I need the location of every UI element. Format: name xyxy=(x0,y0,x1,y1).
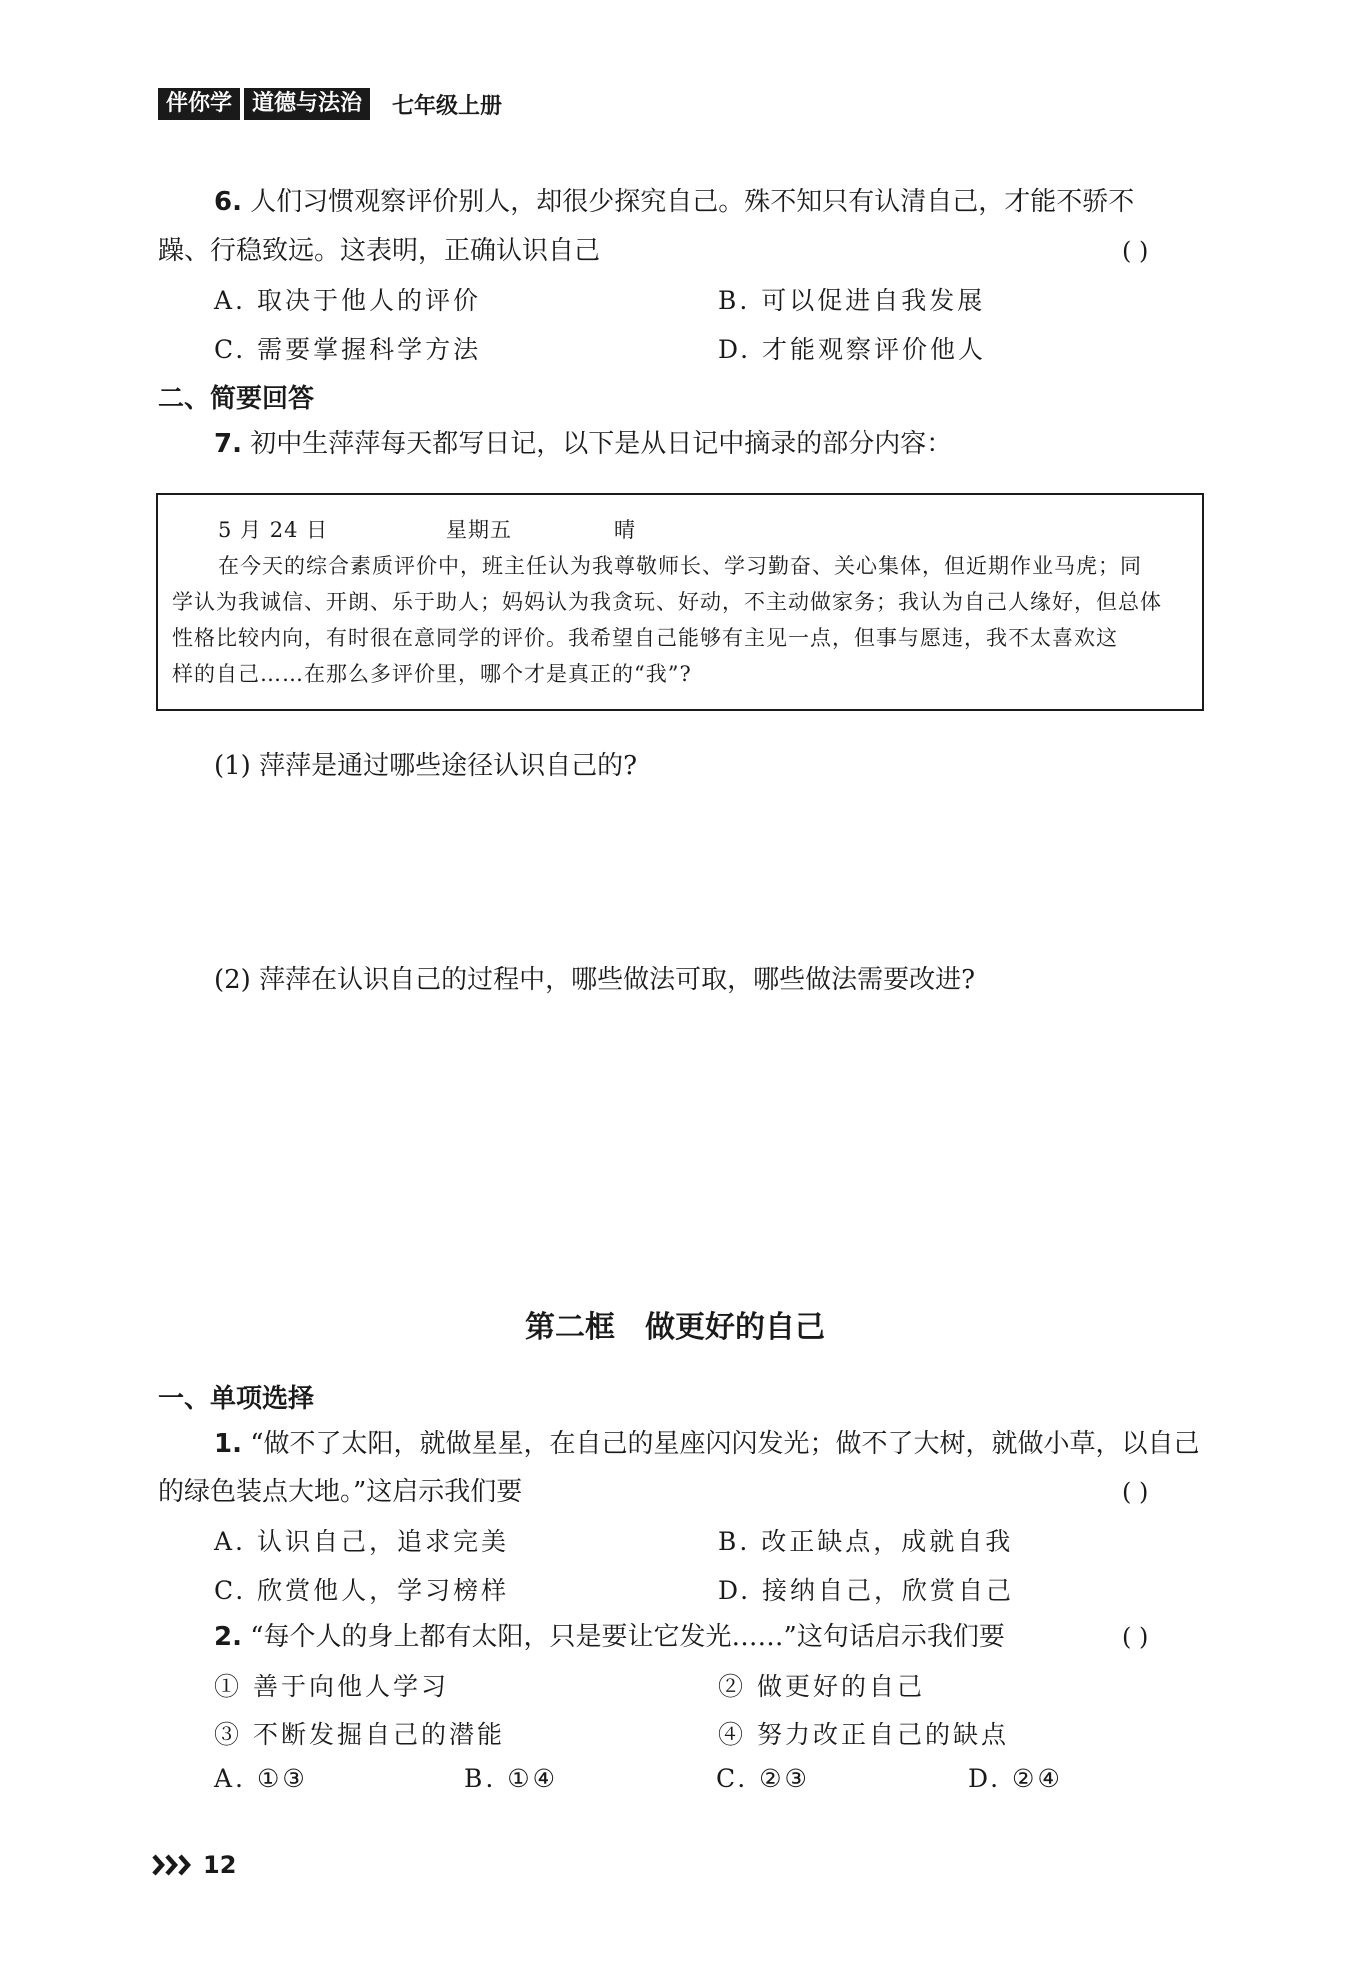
q6-line1 xyxy=(214,184,1134,220)
p2-number: 2. xyxy=(214,1622,242,1652)
p2-item-4: ④ 努力改正自己的缺点 xyxy=(718,1720,1009,1749)
q7-subquestion-2: (2) 萍萍在认识自己的过程中，哪些做法可取，哪些做法需要改进? xyxy=(214,965,976,995)
page-number: 12 xyxy=(203,1851,237,1879)
p2-option-d: D. ②④ xyxy=(968,1764,1063,1793)
q7-text: 初中生萍萍每天都写日记，以下是从日记中摘录的部分内容： xyxy=(250,429,953,459)
p2-line xyxy=(214,1619,1005,1655)
p1-option-d: D. 接纳自己，欣赏自己 xyxy=(718,1576,1015,1605)
p2-option-b: B. ①④ xyxy=(464,1764,559,1793)
q6-number: 6. xyxy=(214,187,242,217)
header-brand: 伴你学 xyxy=(158,88,240,120)
header-subject: 道德与法治 xyxy=(244,88,370,120)
q6-option-a: A. 取决于他人的评价 xyxy=(214,286,481,315)
p2-item-2: ② 做更好的自己 xyxy=(718,1672,925,1701)
q7-subquestion-1: (1) 萍萍是通过哪些途径认识自己的? xyxy=(214,751,638,781)
diary-weekday: 星期五 xyxy=(446,518,512,542)
diary-line3: 性格比较内向，有时很在意同学的评价。我希望自己能够有主见一点，但事与愿违，我不太喜欢这 xyxy=(172,626,1118,650)
q6-text-line1: 人们习惯观察评价别人，却很少探究自己。殊不知只有认清自己，才能不骄不 xyxy=(250,187,1135,217)
q6-option-c: C. 需要掌握科学方法 xyxy=(214,335,482,364)
p1-option-a: A. 认识自己，追求完美 xyxy=(214,1527,509,1556)
p1-text-line1: “做不了太阳，就做星星，在自己的星座闪闪发光；做不了大树，就做小草，以自己 xyxy=(250,1429,1200,1459)
diary-line2: 学认为我诚信、开朗、乐于助人；妈妈认为我贪玩、好动，不主动做家务；我认为自己人缘好，但总体 xyxy=(172,590,1162,614)
frame-title: 第二框 做更好的自己 xyxy=(525,1310,825,1345)
diary-line4: 样的自己……在那么多评价里，哪个才是真正的“我”? xyxy=(172,662,692,686)
p2-answer-bracket: ( ) xyxy=(1122,1623,1149,1651)
p2-option-a: A. ①③ xyxy=(214,1764,308,1793)
p2-option-c: C. ②③ xyxy=(716,1764,810,1793)
chevrons-icon xyxy=(152,1852,196,1878)
header-grade: 七年级上册 xyxy=(392,92,503,119)
p1-line1 xyxy=(214,1426,1200,1462)
q6-option-d: D. 才能观察评价他人 xyxy=(718,335,987,364)
p1-text-line2: 的绿色装点大地。”这启示我们要 xyxy=(158,1477,523,1507)
p1-answer-bracket: ( ) xyxy=(1122,1478,1149,1506)
page-header xyxy=(158,88,502,120)
section-short-answer: 二、简要回答 xyxy=(158,384,315,414)
q7-number: 7. xyxy=(214,429,242,459)
p1-option-c: C. 欣赏他人，学习榜样 xyxy=(214,1576,510,1605)
q6-option-b: B. 可以促进自我发展 xyxy=(718,286,986,315)
p2-item-1: ① 善于向他人学习 xyxy=(214,1672,449,1701)
p1-option-b: B. 改正缺点，成就自我 xyxy=(718,1527,1014,1556)
diary-date: 5 月 24 日 xyxy=(218,518,329,542)
p2-item-3: ③ 不断发掘自己的潜能 xyxy=(214,1720,505,1749)
p1-number: 1. xyxy=(214,1429,242,1459)
diary-line1: 在今天的综合素质评价中，班主任认为我尊敬师长、学习勤奋、关心集体，但近期作业马虎；同 xyxy=(218,554,1142,578)
diary-weather: 晴 xyxy=(614,518,636,542)
p2-text: “每个人的身上都有太阳，只是要让它发光……”这句话启示我们要 xyxy=(250,1622,1005,1652)
q6-text-line2: 躁、行稳致远。这表明，正确认识自己 xyxy=(158,236,601,266)
section-single-choice: 一、单项选择 xyxy=(158,1384,315,1414)
q6-answer-bracket: ( ) xyxy=(1122,237,1149,265)
q7-line xyxy=(214,426,952,462)
